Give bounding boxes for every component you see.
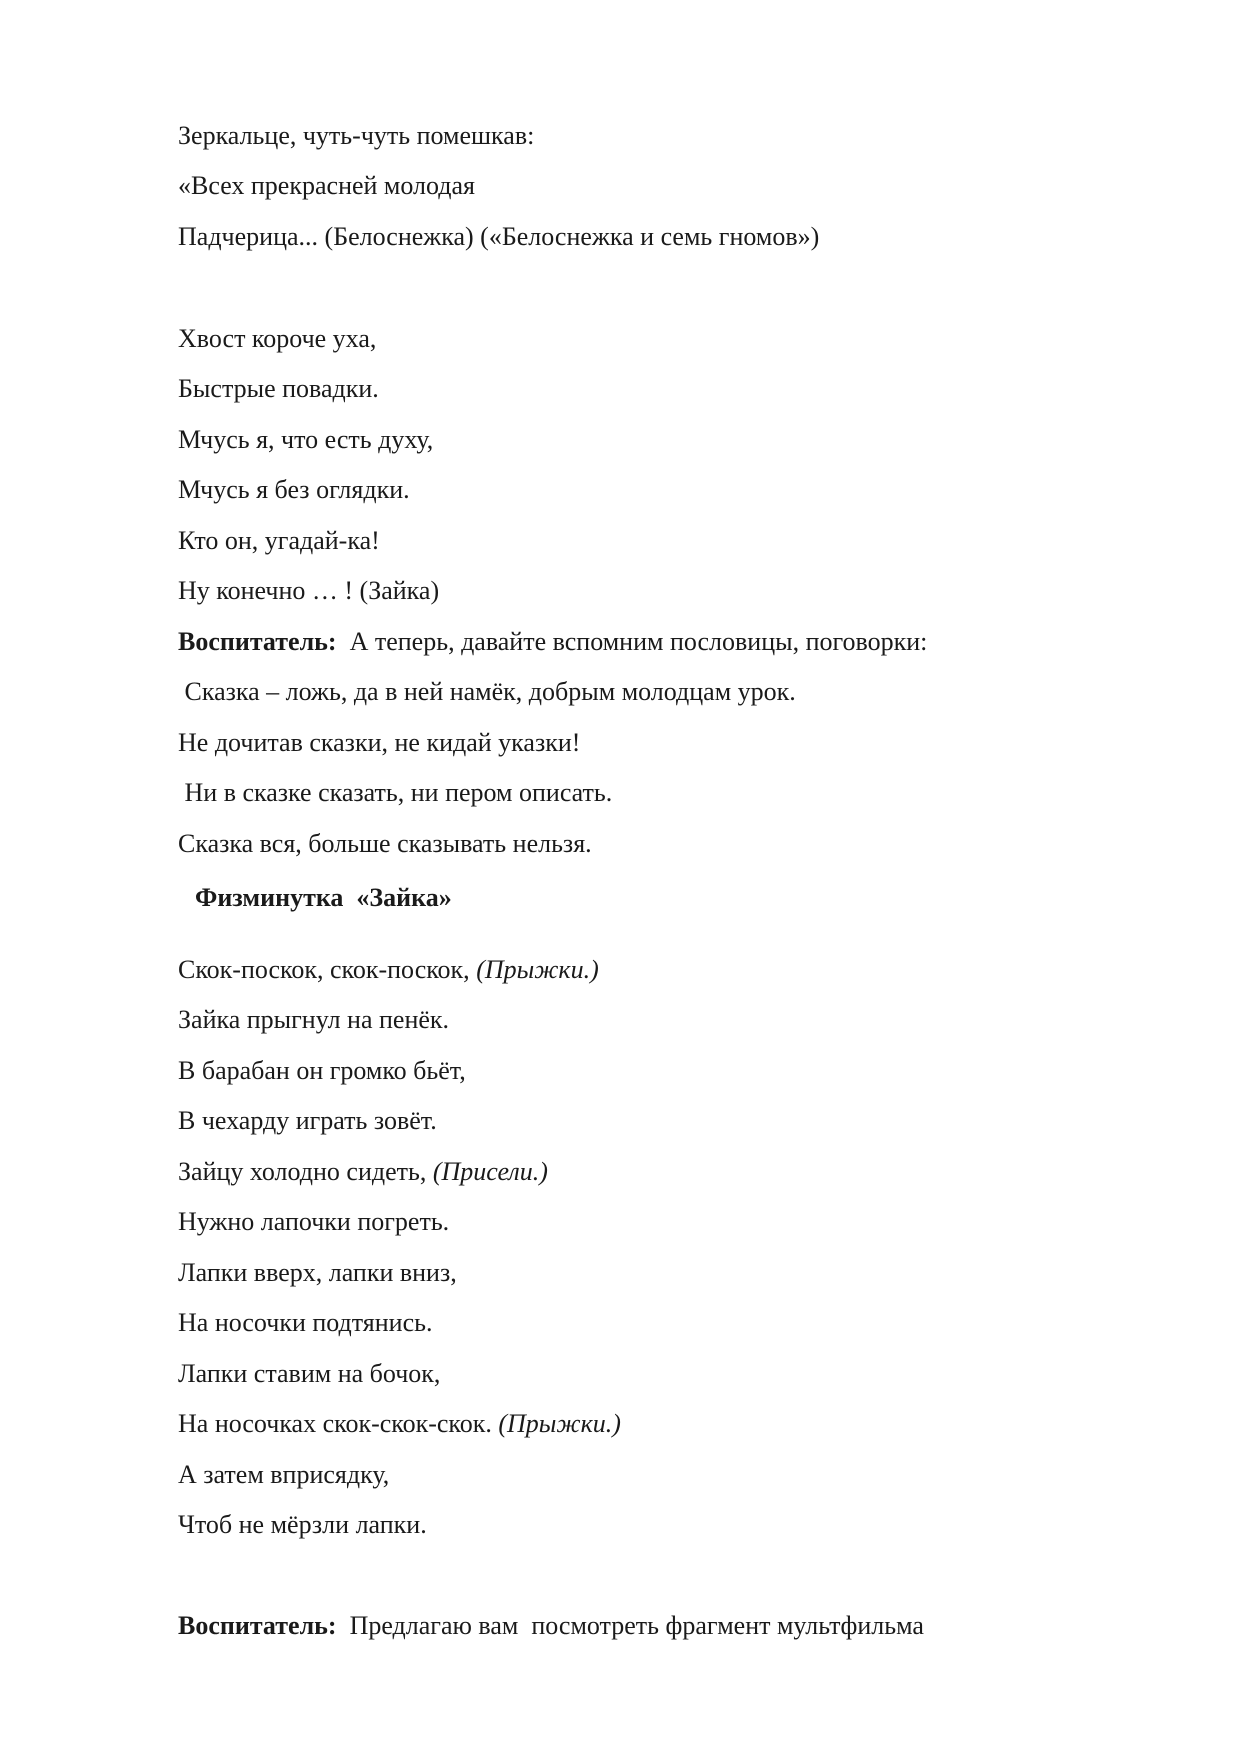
- stage-direction: (Прыжки.): [476, 955, 599, 984]
- poem-line: В барабан он громко бьёт,: [178, 1056, 466, 1085]
- proverb: Сказка – ложь, да в ней намёк, добрым молодцам урок.: [178, 677, 796, 706]
- stage-direction: (Присели.): [432, 1157, 548, 1186]
- exercise-title: Физминутка «Зайка»: [195, 883, 452, 912]
- poem-line: В чехарду играть зовёт.: [178, 1106, 437, 1135]
- riddle-line: Быстрые повадки.: [178, 374, 379, 403]
- poem-text: Скок-поскок, скок-поскок,: [178, 955, 477, 984]
- poem-line: Нужно лапочки погреть.: [178, 1207, 450, 1236]
- teacher-remark-cartoon: [178, 1610, 924, 1642]
- poem-line: [178, 1156, 548, 1188]
- riddle-line: Мчусь я, что есть духу,: [178, 425, 434, 454]
- proverb: Сказка вся, больше сказывать нельзя.: [178, 829, 592, 858]
- riddle-line: Кто он, угадай-ка!: [178, 526, 380, 555]
- riddle-line: Хвост короче уха,: [178, 324, 377, 353]
- riddle-line: Ну конечно … ! (Зайка): [178, 576, 440, 605]
- stage-direction: (Прыжки.): [498, 1409, 621, 1438]
- riddle-line: Мчусь я без оглядки.: [178, 475, 410, 504]
- poem-text: Зайцу холодно сидеть,: [178, 1157, 433, 1186]
- speaker-label: Воспитатель:: [178, 1611, 337, 1640]
- poem-line: [178, 1408, 621, 1440]
- proverb: Ни в сказке сказать, ни пером описать.: [178, 778, 613, 807]
- poem-line: На носочки подтянись.: [178, 1308, 433, 1337]
- poem-line: Лапки ставим на бочок,: [178, 1359, 441, 1388]
- poem-line: [178, 954, 599, 986]
- speaker-label: Воспитатель:: [178, 627, 337, 656]
- poem-line: А затем вприсядку,: [178, 1460, 390, 1489]
- poem-line: Зайка прыгнул на пенёк.: [178, 1005, 450, 1034]
- poem-line: Чтоб не мёрзли лапки.: [178, 1510, 427, 1539]
- riddle-line: «Всех прекрасней молодая: [178, 171, 475, 200]
- poem-line: Лапки вверх, лапки вниз,: [178, 1258, 457, 1287]
- remark-text: Предлагаю вам посмотреть фрагмент мультфильма: [349, 1611, 924, 1640]
- remark-text: А теперь, давайте вспомним пословицы, поговорки:: [349, 627, 928, 656]
- proverb: Не дочитав сказки, не кидай указки!: [178, 728, 581, 757]
- poem-text: На носочках скок-скок-скок.: [178, 1409, 499, 1438]
- riddle-line: Падчерица... (Белоснежка) («Белоснежка и семь гномов»): [178, 222, 820, 251]
- teacher-remark-proverbs: [178, 626, 927, 658]
- riddle-line: Зеркальце, чуть-чуть помешкав:: [178, 121, 535, 150]
